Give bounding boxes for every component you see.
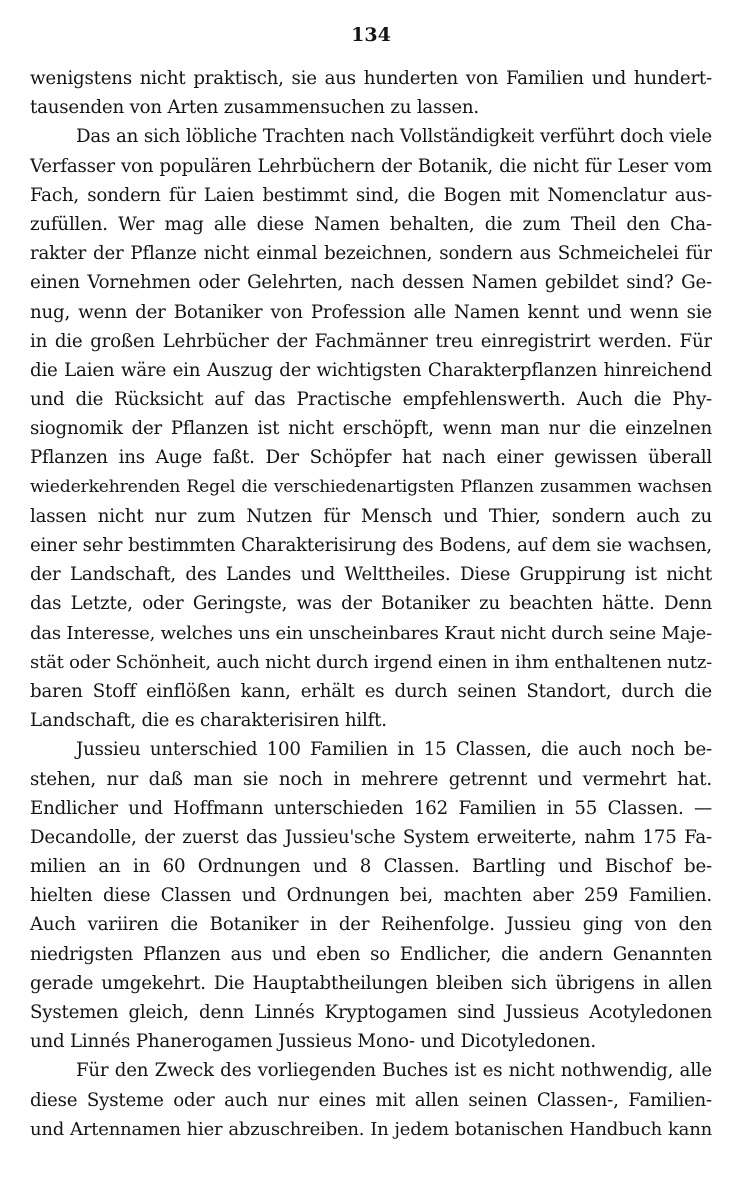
text-line: baren Stoff einflößen kann, erhält es durch seinen Standort, durch die bbox=[30, 680, 712, 702]
text-line: Jussieu unterschied 100 Familien in 15 Classen, die auch noch be- bbox=[76, 739, 712, 761]
text-line: und Linnés Phanerogamen Jussieus Mono- und Dicotyledonen. bbox=[30, 1031, 596, 1053]
text-line: Für den Zweck des vorliegenden Buches ist es nicht nothwendig, alle bbox=[76, 1060, 712, 1082]
text-line: einer sehr bestimmten Charakterisirung des Bodens, auf dem sie wachsen, bbox=[30, 535, 712, 556]
text-line: Endlicher und Hoffmann unterschieden 162 Familien in 55 Classen. — bbox=[30, 797, 712, 819]
text-line: hielten diese Classen und Ordnungen bei, machten aber 259 Familien. bbox=[30, 885, 712, 907]
text-line: und die Rücksicht auf das Practische empfehlenswerth. Auch die Phy- bbox=[30, 389, 712, 411]
text-line: nug, wenn der Botaniker von Profession alle Namen kennt und wenn sie bbox=[30, 301, 712, 323]
text-line: wenigstens nicht praktisch, sie aus hunderten von Familien und hundert- bbox=[30, 68, 712, 89]
text-line: einen Vornehmen oder Gelehrten, nach dessen Namen gebildet sind? Ge- bbox=[30, 272, 712, 294]
text-line: in die großen Lehrbücher der Fachmänner treu einregistrirt werden. Für bbox=[30, 330, 712, 352]
text-line: lassen nicht nur zum Nutzen für Mensch und Thier, sondern auch zu bbox=[30, 505, 712, 527]
text-line: niedrigsten Pflanzen aus und eben so Endlicher, die andern Genannten bbox=[30, 943, 712, 965]
text-line: und Artennamen hier abzuschreiben. In jedem botanischen Handbuch kann bbox=[30, 1118, 712, 1140]
text-line: Auch variiren die Botaniker in der Reihenfolge. Jussieu ging von den bbox=[30, 914, 712, 936]
paragraph bbox=[30, 1056, 712, 1144]
paragraph bbox=[30, 122, 712, 735]
text-line: stät oder Schönheit, auch nicht durch irgend einen in ihm enthaltenen nutz- bbox=[30, 651, 712, 673]
page-number: 134 bbox=[351, 24, 391, 46]
text-line: diese Systeme oder auch nur eines mit allen seinen Classen-, Familien- bbox=[30, 1089, 712, 1111]
text-line: Decandolle, der zuerst das Jussieu'sche System erweiterte, nahm 175 Fa- bbox=[30, 826, 712, 848]
text-line: Das an sich löbliche Trachten nach Vollständigkeit verführt doch viele bbox=[76, 126, 712, 148]
text-line: milien an in 60 Ordnungen und 8 Classen. Bartling und Bischof be- bbox=[30, 856, 712, 878]
paragraph bbox=[30, 64, 712, 122]
text-line: gerade umgekehrt. Die Hauptabtheilungen bleiben sich übrigens in allen bbox=[30, 972, 712, 994]
body-text bbox=[30, 64, 712, 1144]
text-line: das Letzte, oder Geringste, was der Botaniker zu beachten hätte. Denn bbox=[30, 593, 712, 615]
text-line: Pflanzen ins Auge faßt. Der Schöpfer hat nach einer gewissen überall bbox=[30, 447, 712, 469]
text-line: Landschaft, die es charakterisiren hilft. bbox=[30, 710, 387, 732]
text-line: rakter der Pflanze nicht einmal bezeichnen, sondern aus Schmeichelei für bbox=[30, 243, 712, 265]
text-line: Systemen gleich, denn Linnés Kryptogamen sind Jussieus Acotyledonen bbox=[30, 1002, 712, 1023]
text-line: stehen, nur daß man sie noch in mehrere getrennt und vermehrt hat. bbox=[30, 768, 712, 790]
paragraph bbox=[30, 735, 712, 1056]
text-line: wiederkehrenden Regel die verschiedenartigsten Pflanzen zusammen wachsen bbox=[30, 476, 712, 497]
text-line: Fach, sondern für Laien bestimmt sind, die Bogen mit Nomenclatur aus- bbox=[30, 184, 712, 206]
text-line: zufüllen. Wer mag alle diese Namen behalten, die zum Theil den Cha- bbox=[30, 213, 712, 235]
text-line: der Landschaft, des Landes und Welttheiles. Diese Gruppirung ist nicht bbox=[30, 564, 712, 586]
text-line: siognomik der Pflanzen ist nicht erschöpft, wenn man nur die einzelnen bbox=[30, 418, 712, 440]
text-line: die Laien wäre ein Auszug der wichtigsten Charakterpflanzen hinreichend bbox=[30, 359, 712, 381]
text-line: das Interesse, welches uns ein unscheinbares Kraut nicht durch seine Maje- bbox=[30, 622, 712, 644]
text-line: Verfasser von populären Lehrbüchern der Botanik, die nicht für Leser vom bbox=[30, 155, 712, 177]
text-line: tausenden von Arten zusammensuchen zu lassen. bbox=[30, 97, 480, 119]
